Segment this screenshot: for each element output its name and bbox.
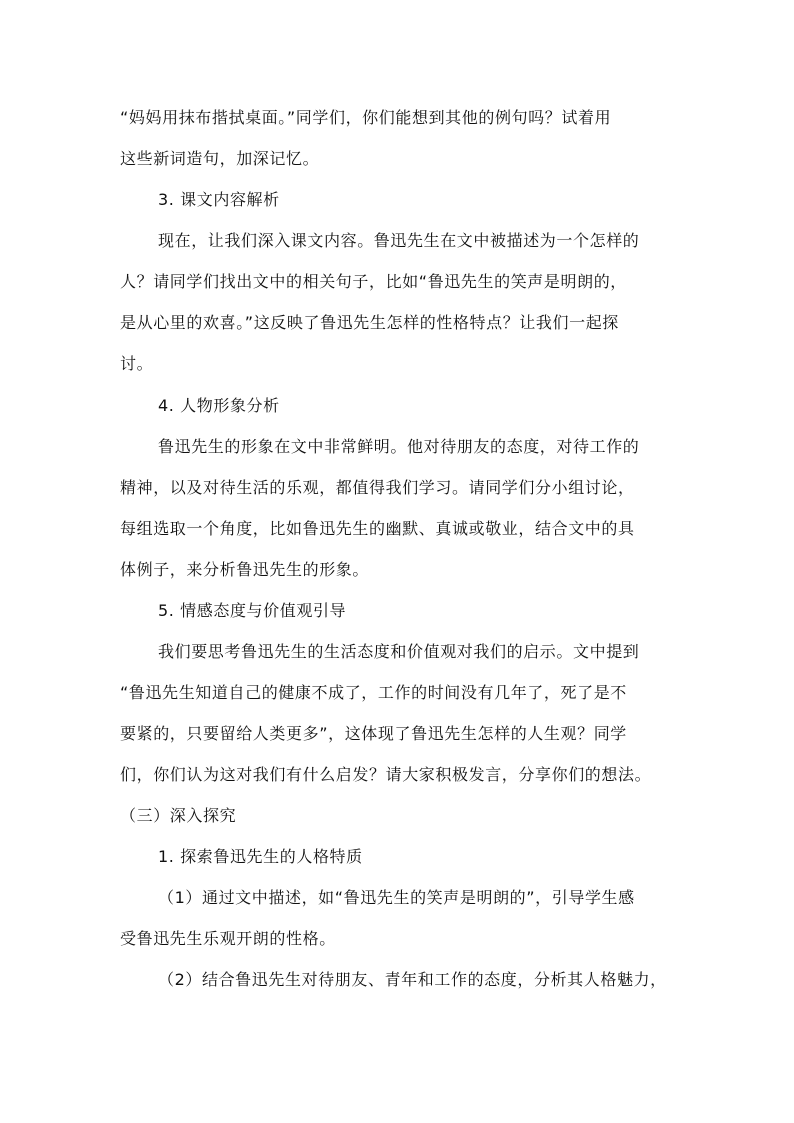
paragraph-line: 要紧的，只要留给人类更多”，这体现了鲁迅先生怎样的人生观？同学 [120, 724, 627, 743]
paragraph-line: 体例子，来分析鲁迅先生的形象。 [120, 560, 370, 579]
section-heading: 5. 情感态度与价值观引导 [158, 601, 347, 620]
section-heading: 4. 人物形象分析 [158, 396, 280, 415]
paragraph-line: “妈妈用抹布揩拭桌面。”同学们，你们能想到其他的例句吗？试着用 [120, 108, 612, 127]
paragraph-line: “鲁迅先生知道自己的健康不成了，工作的时间没有几年了，死了是不 [120, 683, 627, 702]
paragraph-line: 我们要思考鲁迅先生的生活态度和价值观对我们的启示。文中提到 [158, 642, 640, 661]
paragraph-line: 们，你们认为这对我们有什么启发？请大家积极发言，分享你们的想法。 [120, 765, 652, 784]
paragraph-line: 精神，以及对待生活的乐观，都值得我们学习。请同学们分小组讨论， [120, 478, 635, 497]
subsection-heading: 1. 探索鲁迅先生的人格特质 [158, 847, 363, 866]
paragraph-line: 受鲁迅先生乐观开朗的性格。 [120, 929, 336, 948]
paragraph-line: （1）通过文中描述，如“鲁迅先生的笑声是明朗的”，引导学生感 [158, 888, 635, 907]
paragraph-line: 人？请同学们找出文中的相关句子，比如“鲁迅先生的笑声是明朗的， [120, 272, 627, 291]
section-heading: （三）深入探究 [120, 806, 237, 825]
paragraph-line: （2）结合鲁迅先生对待朋友、青年和工作的态度，分析其人格魅力， [158, 970, 667, 989]
paragraph-line: 现在，让我们深入课文内容。鲁迅先生在文中被描述为一个怎样的 [158, 231, 640, 250]
paragraph-line: 这些新词造句，加深记忆。 [120, 149, 320, 168]
paragraph-line: 鲁迅先生的形象在文中非常鲜明。他对待朋友的态度，对待工作的 [158, 437, 640, 456]
paragraph-line: 是从心里的欢喜。”这反映了鲁迅先生怎样的性格特点？让我们一起探 [120, 313, 619, 332]
paragraph-line: 讨。 [120, 354, 154, 373]
paragraph-line: 每组选取一个角度，比如鲁迅先生的幽默、真诚或敬业，结合文中的具 [120, 519, 635, 538]
section-heading: 3. 课文内容解析 [158, 190, 280, 209]
